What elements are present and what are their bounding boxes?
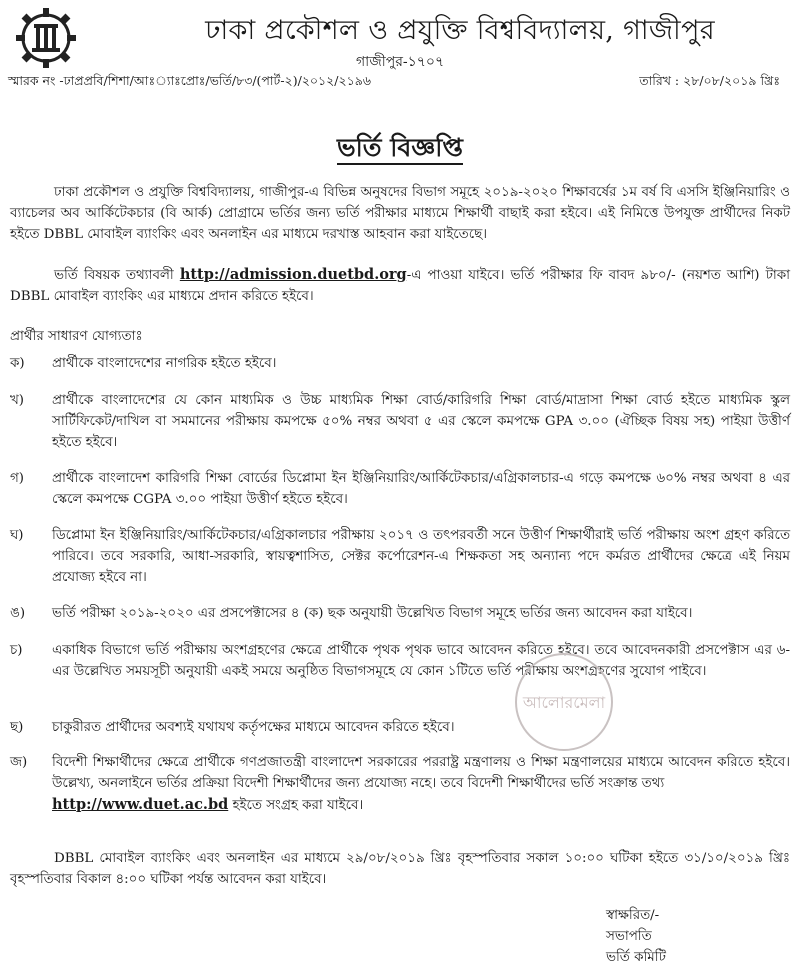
eligibility-heading: প্রার্থীর সাধারণ যোগ্যতাঃ bbox=[10, 329, 143, 344]
signature-role: সভাপতি bbox=[606, 929, 652, 944]
memo-number: স্মারক নং -ঢাপ্রপ্রবি/শিশা/আঃ্যাঃপ্রোঃ/ভর্তি/৮৩/(পার্ট-২)/২০১২/২১৯৬ bbox=[8, 73, 371, 88]
address: গাজীপুর-১৭০৭ bbox=[355, 54, 445, 70]
signature-committee: ভর্তি কমিটি bbox=[606, 950, 666, 965]
eligibility-item: ঙ) ভর্তি পরীক্ষা ২০১৯-২০২০ এর প্রসপেক্টাসের ৪ (ক) ছক অনুযায়ী উল্লেখিত বিভাগ সমূহে ভর্তির জন্য আবেদন করা যাইবে। bbox=[10, 606, 693, 621]
eligibility-item: গ) প্রার্থীকে বাংলাদেশ কারিগরি শিক্ষা বোর্ডের ডিপ্লোমা ইন ইঞ্জিনিয়ারিং/আর্কিটেকচার/এগ্রিকালচার-এ গড়ে কমপক্ষে ৬০% নম্বর অথবা ৪ এর স্কেলে কমপক্ষে CGPA ৩.০০ পাইয়া উত্তীর্ণ হইতে হইবে। bbox=[10, 471, 790, 507]
duet-website-link[interactable]: http://www.duet.ac.bd bbox=[52, 796, 229, 813]
eligibility-item: চ) একাধিক বিভাগে ভর্তি পরীক্ষায় অংশগ্রহণের ক্ষেত্রে প্রার্থীকে পৃথক পৃথক ভাবে আবেদন করিতে হইবে। তবে আবেদনকারী প্রসপেক্টাস এর ৬-এর উল্লেখিত সময়সূচী অনুযায়ী একই সময়ে অনুষ্ঠিত বিভাগসমূহে যে কোন ১টিতে ভর্তি পরীক্ষায় অংশগ্রহণের সুযোগ পাইবে। bbox=[10, 643, 790, 679]
closing-paragraph: DBBL মোবাইল ব্যাংকিং এবং অনলাইন এর মাধ্যমে ২৯/০৮/২০১৯ খ্রিঃ বৃহস্পতিবার সকাল ১০:০০ ঘটিকা হইতে ৩১/১০/২০১৯ খ্রিঃ বৃহস্পতিবার বিকাল ৪:০০ ঘটিকা পর্যন্ত আবেদন করা যাইবে। bbox=[10, 851, 790, 887]
eligibility-item: ছ) চাকুরীরত প্রার্থীদের অবশ্যই যথাযথ কর্তৃপক্ষের মাধ্যমে আবেদন করিতে হইবে। bbox=[10, 720, 455, 735]
notice-date: তারিখ : ২৮/০৮/২০১৯ খ্রিঃ bbox=[639, 73, 780, 88]
watermark-stamp bbox=[512, 650, 616, 754]
eligibility-item: ঘ) ডিপ্লোমা ইন ইঞ্জিনিয়ারিং/আর্কিটেকচার/এগ্রিকালচার পরীক্ষায় ২০১৭ ও তৎপরবর্তী সনে উত্তীর্ণ শিক্ষার্থীরাই ভর্তি পরীক্ষায় অংশ গ্রহণ করিতে পারিবে। তবে সরকারি, আধা-সরকারি, স্বায়ত্বশাসিত, সেক্টর কর্পোরেশন-এ শিক্ষকতা সহ অন্যান্য পদে কর্মরত প্রার্থীদের ক্ষেত্রে এই নিয়ম প্রযোজ্য হইবে না। bbox=[10, 528, 790, 585]
signature-block bbox=[606, 905, 786, 968]
intro-paragraph: ঢাকা প্রকৌশল ও প্রযুক্তি বিশ্ববিদ্যালয়, গাজীপুর-এ বিভিন্ন অনুষদের বিভাগ সমূহে ২০১৯-২০২০ শিক্ষাবর্ষের ১ম বর্ষ বি এসসি ইঞ্জিনিয়ারিং ও ব্যাচেলর অব আর্কিটেকচার (বি আর্ক) প্রোগ্রামে ভর্তির জন্য ভর্তি পরীক্ষার মাধ্যমে শিক্ষার্থী বাছাই করা হইবে। এই নিমিত্তে উপযুক্ত প্রার্থীদের নিকট হইতে DBBL মোবাইল ব্যাংকিং এবং অনলাইন এর মাধ্যমে দরখাস্ত আহবান করা যাইতেছে। bbox=[10, 185, 790, 242]
eligibility-item: খ) প্রার্থীকে বাংলাদেশের যে কোন মাধ্যমিক ও উচ্চ মাধ্যমিক শিক্ষা বোর্ড/কারিগরি শিক্ষা বোর্ড/মাদ্রাসা শিক্ষা বোর্ড হইতে মাধ্যমিক স্কুল সার্টিফিকেট/দাখিল বা সমমানের পরীক্ষায় কমপক্ষে ৫০% নম্বর অথবা ৫ এর স্কেলে কমপক্ষে GPA ৩.০০ (ঐচ্ছিক বিষয় সহ) পাইয়া উত্তীর্ণ হইতে হইবে। bbox=[10, 393, 790, 450]
notice-title: ভর্তি বিজ্ঞপ্তি bbox=[0, 128, 800, 171]
eligibility-item: ক) প্রার্থীকে বাংলাদেশের নাগরিক হইতে হইবে। bbox=[10, 356, 277, 371]
signature-signed: স্বাক্ষরিত/- bbox=[606, 908, 660, 923]
admission-link[interactable]: http://admission.duetbd.org bbox=[179, 266, 407, 283]
watermark-text: আলোরমেলা bbox=[522, 693, 606, 712]
eligibility-item: জ) বিদেশী শিক্ষার্থীদের ক্ষেত্রে প্রার্থীকে গণপ্রজাতন্ত্রী বাংলাদেশ সরকারের পররাষ্ট্র মন্ত্রণালয় ও শিক্ষা মন্ত্রণালয়ের মাধ্যমে আবেদন করিতে হইবে। উল্লেখ্য, অনলাইনে ভর্তির প্রক্রিয়া বিদেশী শিক্ষার্থীদের জন্য প্রযোজ্য নহে। তবে বিদেশী শিক্ষার্থীদের ভর্তি সংক্রান্ত তথ্য http://www.duet.ac.bd হইতে সংগ্রহ করা যাইবে। bbox=[10, 755, 790, 813]
info-paragraph: ভর্তি বিষয়ক তথ্যাবলী http://admission.duetbd.org-এ পাওয়া যাইবে। ভর্তি পরীক্ষার ফি বাবদ ৯৮০/- (নয়শত আশি) টাকা DBBL মোবাইল ব্যাংকিং এর মাধ্যমে প্রদান করিতে হইবে। bbox=[10, 266, 791, 304]
university-name: ঢাকা প্রকৌশল ও প্রযুক্তি বিশ্ববিদ্যালয়, গাজীপুর bbox=[205, 15, 715, 46]
